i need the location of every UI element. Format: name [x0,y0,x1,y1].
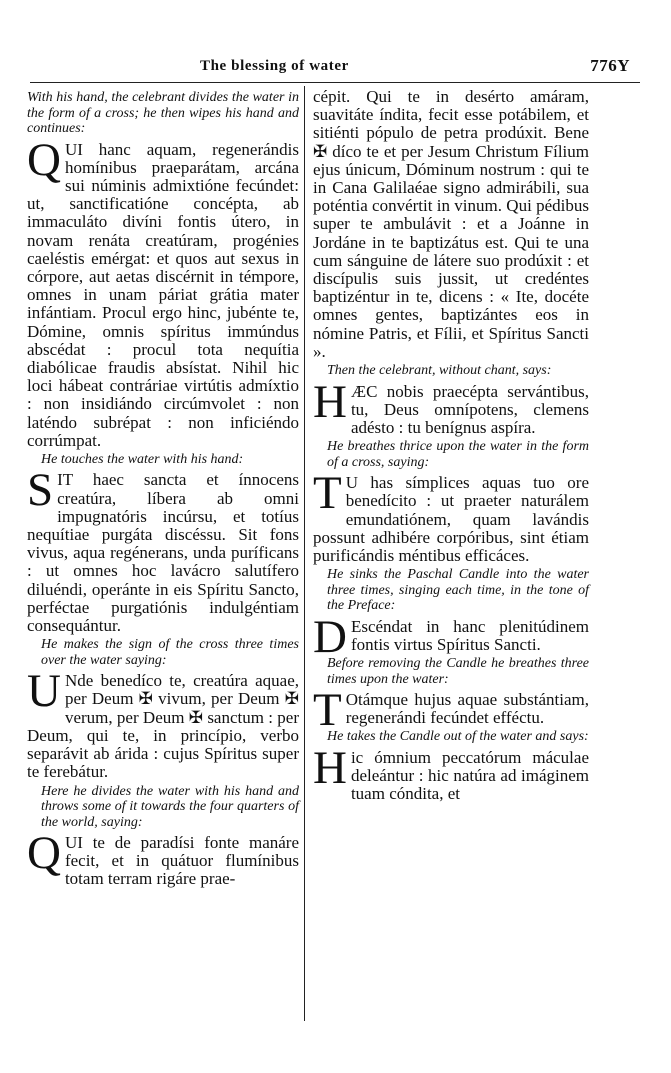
drop-cap: U [27,665,61,718]
rubric: He sinks the Paschal Candle into the water three times, singing each time, in the tone of the Preface: [327,567,589,614]
left-column [27,88,299,891]
rubric: He takes the Candle out of the water and says: [327,729,589,745]
rubric: With his hand, the celebrant divides the water in the form of a cross; he then wipes his hand and continues: [27,90,299,136]
paragraph-text: ic ómnium peccatórum máculae deleántur : hic natúra ad imáginem tuam cóndita, et [350,747,589,804]
right-column [313,88,589,806]
prayer-paragraph [27,665,299,782]
page-number: 776Y [590,56,630,75]
rubric: Here he divides the water with his hand and throws some of it towards the four quarters of the world, saying: [41,783,299,830]
prayer-paragraph [313,741,589,804]
paragraph-text: U has símplices aquas tuo ore benedícito : ut praeter naturálem emundatiónem, quam lavándis possunt adhibére corpóribus, sint étiam purificándis méntibus efficáces. [313,473,589,565]
prayer-paragraph [313,467,589,565]
drop-cap: D [313,610,347,663]
rubric: Then the celebrant, without chant, says: [327,363,552,379]
paragraph-text: Escéndat in hanc plenitúdinem fontis virtus Spíritus Sancti. [350,616,589,654]
paragraph-text: Otámque hujus aquae substántiam, regenerándi fecúndet efféctu. [345,690,589,728]
paragraph-text: cépit. Qui te in desérto amáram, suavitáte índita, fecit esse potábilem, et sitiénti pópulo de petra prodúxit. Bene ✠ díco te et per Jesum Christum Fílium ejus únicum, Dóminum nostrum : qui te in Cana Galilaéae signo admirábili, sua poténtia convértit in vinum. Qui pédibus super te ambulávit : et a Joánne in Jordáne in te baptizátus est. Qui te una cum sánguine de látere suo prodúxit : et discípulis suis jussit, ut credéntes baptizéntur in te, dicens : « Ite, docéte omnes gentes, baptizántes eos in nómine Patris, et Fílii, et Spíritus Sancti ». [313,87,589,361]
column-divider [304,86,305,1021]
rubric: He breathes thrice upon the water in the form of a cross, saying: [327,439,589,470]
rubric: He touches the water with his hand: [41,451,244,467]
drop-cap: T [313,684,342,737]
prayer-paragraph [313,375,589,438]
page-header [30,56,640,80]
prayer-paragraph [27,133,299,450]
drop-cap: S [27,464,54,517]
prayer-paragraph [27,464,299,636]
paragraph-text: UI hanc aquam, regenerándis homínibus praeparátam, arcána sui núminis admixtióne fecúndet: ut, sanctificatióne concépta, ab immaculáto divíni fontis útero, in novam renáta creatúram, progénies caeléstis emérgat: et quos aut sexus in córpore, aut aetas discérnit in témpore, omnes in unam páriat grátia mater infántiam. Procul ergo hinc, jubénte te, Dómine, omnis spíritus immúndus abscédat : procul tota nequítia diabólicae fraudis absístat. Nihil hic loci hábeat contráriae virtútis admíxtio : non insidiándo circúmvolet : non laténdo subrépat : non inficiéndo corrúmpat. [27,139,299,450]
running-title: The blessing of water [200,58,349,74]
drop-cap: T [313,467,342,520]
paragraph-text: ÆC nobis praecépta servántibus, tu, Deus omnípotens, clemens adésto : tu benígnus aspíra. [350,381,589,437]
rubric: Before removing the Candle he breathes three times upon the water: [327,656,589,687]
header-rule [30,82,640,83]
rubric: He makes the sign of the cross three times over the water saying: [41,637,299,668]
paragraph-text: IT haec sancta et ínnocens creatúra, líbera ab omni impugnatóris incúrsu, et totíus nequítiae purgáta discéssu. Sit fons vivus, aqua regénerans, unda puríficans : ut omnes hoc lavácro salutífero diluéndi, operánte in eis Spíritu Sancto, perféctae purgatiónis indulgéntiam consequántur. [27,470,299,636]
drop-cap: Q [27,133,61,186]
prayer-paragraph [313,610,589,663]
drop-cap: H [313,375,347,428]
paragraph-text: Nde benedíco te, creatúra aquae, per Deum ✠ vivum, per Deum ✠ verum, per Deum ✠ sanctum : per Deum, qui te, in princípio, verbo separávit ab árida : cujus Spíritus super te ferebátur. [27,671,299,782]
paragraph-text: UI te de paradísi fonte manáre fecit, et in quátuor flumínibus totam terram rigáre prae- [64,833,299,889]
drop-cap: Q [27,827,61,879]
prayer-paragraph [27,827,299,889]
prayer-paragraph [313,88,589,361]
drop-cap: H [313,741,347,794]
